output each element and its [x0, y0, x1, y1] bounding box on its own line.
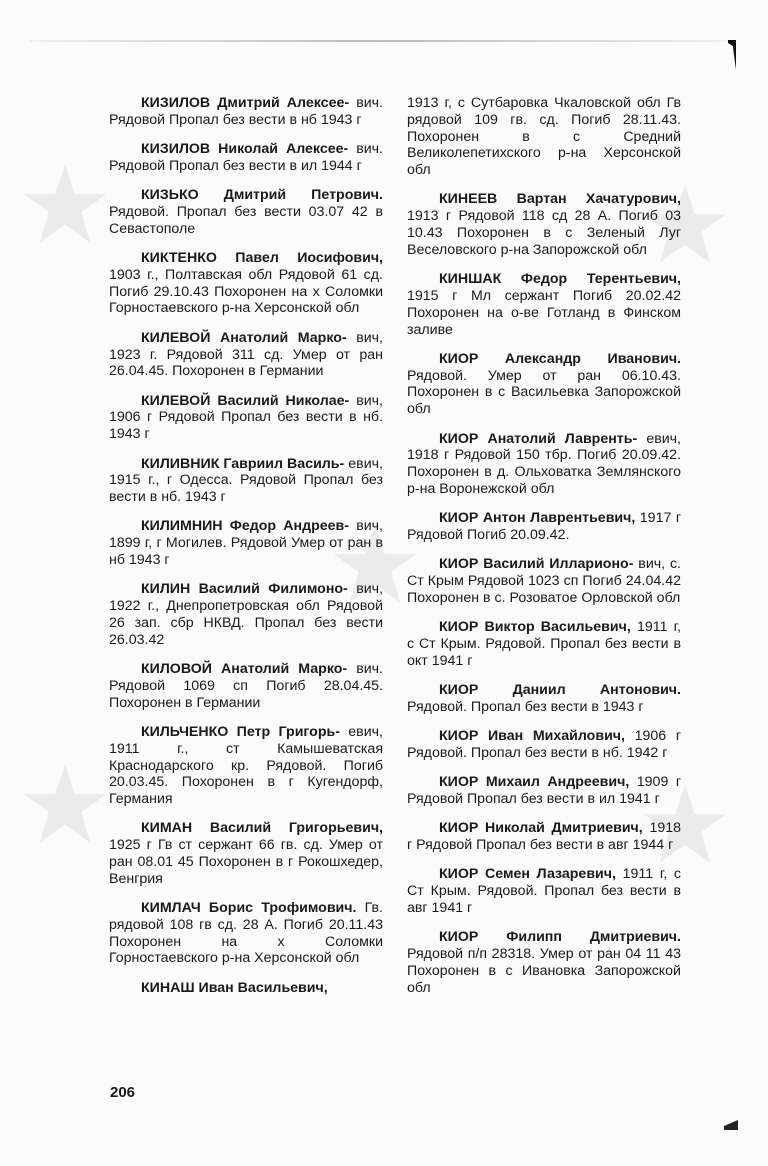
- entry-text: евич, 1915 г., г Одесса. Рядовой Пропал без вести в нб. 1943 г: [109, 455, 383, 506]
- entry: [109, 456, 383, 506]
- entry-name: КИОР Даниил Антонович.: [439, 682, 681, 699]
- entry: [407, 866, 681, 916]
- entry: [109, 393, 383, 443]
- entry-text: вич. Рядовой Пропал без вести в ил 1944 г: [109, 141, 383, 174]
- entry: [109, 330, 383, 380]
- entry-text: вич, с. Ст Крым Рядовой 1023 сп Погиб 24.04.42 Похоронен в с. Розоватое Орловской обл: [407, 556, 681, 606]
- entry-name: КИЛИМНИН Федор Андреев-: [141, 518, 349, 535]
- entry-text: вич, 1922 г., Днепропетровская обл Рядовой 26 зап. сбр НКВД. Пропал без вести 26.03.42: [109, 581, 383, 648]
- page-number: 206: [110, 1084, 136, 1101]
- right-column: [407, 95, 681, 1009]
- entry-text: евич, 1911 г., ст Камышеватская Краснодарского кр. Рядовой. Погиб 20.03.45. Похоронен в г Кугендорф, Германия: [109, 723, 383, 808]
- entry: [109, 980, 383, 997]
- entry-name: КИНАШ Иван Васильевич,: [141, 979, 328, 996]
- entry: [109, 661, 383, 711]
- left-column: [109, 95, 383, 1009]
- entry-name: КИОР Иван Михайлович,: [439, 728, 625, 745]
- entry-text: 1903 г., Полтавская обл Рядовой 61 сд. Погиб 29.10.43 Похоронен на х Соломки Горностаевского р-на Херсонской обл: [109, 266, 383, 317]
- entry-name: КИМЛАЧ Борис Трофимович.: [141, 900, 357, 917]
- entry-text: 1911 г, с Ст Крым. Рядовой. Пропал без вести в окт 1941 г: [407, 619, 681, 669]
- entry-name: КИЗЬКО Дмитрий Петрович.: [141, 187, 383, 204]
- scan-corner-mark: [728, 40, 736, 70]
- entry: [109, 581, 383, 648]
- entry: [407, 820, 681, 854]
- entry-text: 1909 г Рядовой Пропал без вести в ил 1941 г: [407, 774, 682, 808]
- entry-text: Рядовой. Пропал без вести 03.07 42 в Севастополе: [109, 203, 383, 237]
- entry-text: вич. Рядовой Пропал без вести в нб 1943 г: [109, 95, 383, 128]
- entry: [109, 187, 383, 237]
- watermark-star-icon: [20, 760, 110, 850]
- entry-name: КИОР Антон Лаврентьевич,: [439, 510, 636, 527]
- scan-top-edge: [30, 40, 730, 42]
- entry: [407, 556, 681, 606]
- entry-name: КИОР Виктор Васильевич,: [439, 619, 631, 636]
- entry: [109, 820, 383, 887]
- entry: [407, 431, 681, 498]
- entry-name: КИОР Филипп Дмитриевич.: [439, 929, 681, 946]
- entry-name: КИОР Семен Лазаревич,: [439, 866, 616, 883]
- entry-name: КИЛЕВОЙ Василий Николае-: [141, 392, 350, 409]
- entry: [109, 724, 383, 808]
- entry: [109, 518, 383, 568]
- entry: [407, 271, 681, 338]
- entry-name: КИКТЕНКО Павел Иосифович,: [141, 250, 383, 267]
- entry-text: 1917 г Рядовой Погиб 20.09.42.: [407, 510, 681, 544]
- entry: [407, 351, 681, 418]
- entry-text: вич, 1923 г. Рядовой 311 сд. Умер от ран 26.04.45. Похоронен в Германии: [109, 329, 383, 380]
- entry-text: вич, 1899 г, г Могилев. Рядовой Умер от ран в нб 1943 г: [109, 518, 383, 569]
- entry-name: КИОР Михаил Андреевич,: [439, 774, 630, 791]
- entry-text: Гв. рядовой 108 гв сд. 28 А. Погиб 20.11.43 Похоронен на х Соломки Горностаевского р-на Херсонской обл: [109, 900, 383, 967]
- entry-text: 1913 г Рядовой 118 сд 28 А. Погиб 03 10.43 Похоронен в с Зеленый Луг Веселовского р-на Запорожской обл: [407, 208, 681, 258]
- entry-name: КИЛИН Василий Филимоно-: [141, 581, 348, 598]
- entry-name: КИЗИЛОВ Николай Алексее-: [141, 141, 349, 158]
- entry-text: Рядовой п/п 28318. Умер от ран 04 11 43 Похоронен в с Ивановка Запорожской обл: [407, 946, 681, 996]
- entry: [407, 774, 681, 808]
- entry-name: КИЛЬЧЕНКО Петр Григорь-: [141, 723, 340, 740]
- entry-text: 1913 г, с Сутбаровка Чкаловской обл Гв рядовой 109 гв. сд. Погиб 28.11.43. Похоронен в с Средний Великолепетихского р-на Херсонской обл: [407, 95, 681, 179]
- entry: [407, 191, 681, 258]
- entry: [407, 510, 681, 544]
- entry-name: КИМАН Василий Григорьевич,: [141, 820, 383, 837]
- entry: [109, 95, 383, 129]
- watermark-star-icon: [20, 160, 110, 250]
- entry: [407, 95, 681, 179]
- entry: [109, 250, 383, 317]
- entry-text: Рядовой. Пропал без вести в 1943 г: [407, 698, 644, 715]
- entry: [407, 929, 681, 996]
- entry-name: КИЛОВОЙ Анатолий Марко-: [141, 661, 348, 678]
- entry: [407, 682, 681, 716]
- entry-text: вич. Рядовой 1069 сп Погиб 28.04.45. Похоронен в Германии: [109, 661, 383, 711]
- entry-text: Рядовой. Умер от ран 06.10.43. Похоронен в с Васильевка Запорожской обл: [407, 367, 681, 418]
- entry-name: КИНЕЕВ Вартан Хачатурович,: [439, 191, 681, 208]
- entry-name: КИЛЕВОЙ Анатолий Марко-: [141, 329, 347, 346]
- entry-text: 1906 г Рядовой. Пропал без вести в нб. 1942 г: [407, 728, 681, 761]
- entry-text: 1925 г Гв ст сержант 66 гв. сд. Умер от ран 08.01 45 Похоронен в г Рокошхедер, Венгрия: [109, 837, 383, 887]
- entry-name: КИЗИЛОВ Дмитрий Алексее-: [141, 95, 350, 111]
- entry-name: КИОР Николай Дмитриевич,: [439, 820, 643, 837]
- entry-text: евич, 1918 г Рядовой 150 тбр. Погиб 20.09.42. Похоронен в д. Ольховатка Землянского р-на Воронежской обл: [407, 430, 681, 497]
- entry: [407, 619, 681, 669]
- entry-name: КИОР Александр Иванович.: [439, 350, 681, 367]
- entry-text: 1915 г Мл сержант Погиб 20.02.42 Похоронен на о-ве Готланд в Финском заливе: [407, 287, 681, 338]
- entry-text: 1918 г Рядовой Пропал без вести в авг 1944 г: [407, 820, 681, 854]
- entry-name: КИЛИВНИК Гавриил Василь-: [141, 455, 345, 472]
- scan-corner-mark-bottom: [724, 1120, 738, 1130]
- entry-text: 1911 г, с Ст Крым. Рядовой. Пропал без вести в авг 1941 г: [407, 866, 681, 917]
- entry-text: вич, 1906 г Рядовой Пропал без вести в нб. 1943 г: [109, 392, 383, 443]
- entry: [109, 900, 383, 967]
- entry-name: КИОР Анатолий Лавренть-: [439, 430, 638, 447]
- entry: [407, 728, 681, 762]
- entry-name: КИОР Василий Илларионо-: [439, 556, 634, 573]
- entry: [109, 141, 383, 175]
- entry-name: КИНШАК Федор Терентьевич,: [439, 271, 681, 288]
